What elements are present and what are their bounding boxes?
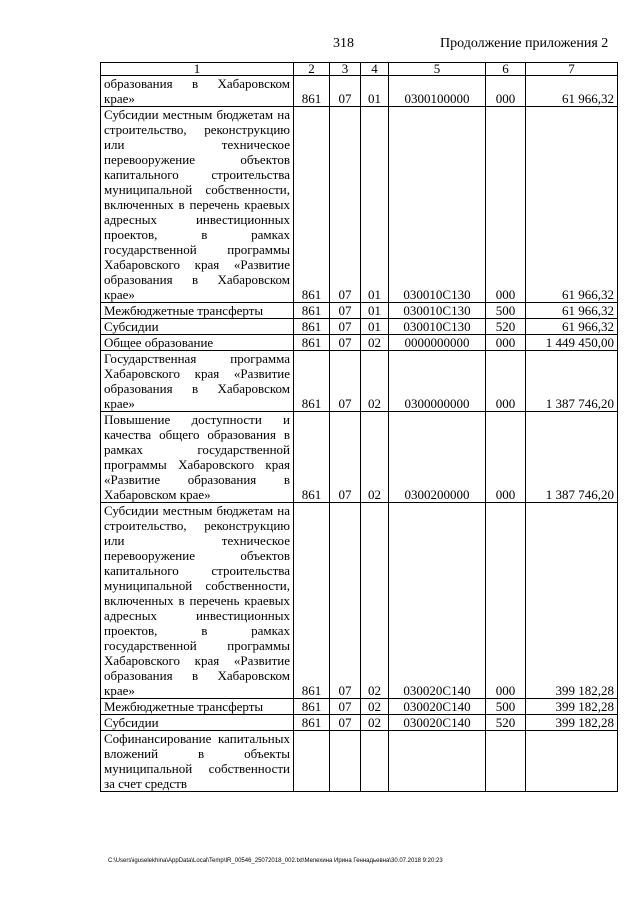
column-header: 6 (486, 63, 526, 76)
cell-subsection: 01 (361, 303, 389, 319)
cell-expense-type: 000 (486, 412, 526, 503)
cell-ministry: 861 (294, 335, 330, 351)
cell-target-item: 030010С130 (389, 303, 486, 319)
column-header: 2 (294, 63, 330, 76)
row-name: Субсидии местным бюджетам на строительство, реконструкцию или техническое перевооружение объектов капитального строительства муниципальной собственности, включенных в перечень краевых адресных инвестиционных проектов, в рамках государственной программы Хабаровского края «Развитие образования в Хабаровском крае» (101, 503, 294, 699)
cell-expense-type: 000 (486, 335, 526, 351)
table-row (101, 107, 618, 303)
row-name: Государственная программа Хабаровского края «Развитие образования в Хабаровском крае» (101, 351, 294, 412)
cell-target-item: 030020С140 (389, 699, 486, 715)
row-name: Повышение доступности и качества общего образования в рамках государственной программы Хабаровского края «Развитие образования в Хабаровском крае» (101, 412, 294, 503)
table-row (101, 303, 618, 319)
cell-subsection: 01 (361, 107, 389, 303)
cell-target-item: 0000000000 (389, 335, 486, 351)
cell-target-item: 0300200000 (389, 412, 486, 503)
cell-amount: 399 182,28 (526, 503, 618, 699)
cell-section: 07 (330, 503, 361, 699)
cell-amount: 1 387 746,20 (526, 412, 618, 503)
cell-amount (526, 731, 618, 792)
column-header: 5 (389, 63, 486, 76)
row-name: Субсидии (101, 319, 294, 335)
cell-section: 07 (330, 107, 361, 303)
table-row (101, 412, 618, 503)
cell-target-item: 030020С140 (389, 503, 486, 699)
cell-expense-type: 000 (486, 351, 526, 412)
row-name: Субсидии местным бюджетам на строительство, реконструкцию или техническое перевооружение объектов капитального строительства муниципальной собственности, включенных в перечень краевых адресных инвестиционных проектов, в рамках государственной программы Хабаровского края «Развитие образования в Хабаровском крае» (101, 107, 294, 303)
row-name: Общее образование (101, 335, 294, 351)
cell-amount: 61 966,32 (526, 303, 618, 319)
cell-expense-type: 520 (486, 715, 526, 731)
cell-subsection: 01 (361, 319, 389, 335)
cell-expense-type: 520 (486, 319, 526, 335)
cell-subsection (361, 731, 389, 792)
cell-amount: 61 966,32 (526, 319, 618, 335)
cell-section: 07 (330, 699, 361, 715)
cell-ministry: 861 (294, 319, 330, 335)
cell-subsection: 02 (361, 412, 389, 503)
cell-section: 07 (330, 76, 361, 107)
row-name: Софинансирование капитальных вложений в объекты муниципальной собственности за счет средств (101, 731, 294, 792)
continuation-title: Продолжение приложения 2 (440, 36, 609, 51)
table-row (101, 335, 618, 351)
cell-amount: 1 387 746,20 (526, 351, 618, 412)
table-row (101, 351, 618, 412)
file-path-footer: C:\Users\iguselekhina\AppData\Local\Temp\IR_00546_25072018_002.txt\Мелехина Ирина Геннадьевна\30.07.2018 9:20:23 (108, 858, 443, 864)
table-row (101, 731, 618, 792)
row-name: Межбюджетные трансферты (101, 303, 294, 319)
table-header-row (101, 63, 618, 76)
row-name: Субсидии (101, 715, 294, 731)
cell-ministry (294, 731, 330, 792)
cell-subsection: 02 (361, 503, 389, 699)
cell-subsection: 02 (361, 351, 389, 412)
budget-table (100, 62, 618, 792)
table-row (101, 76, 618, 107)
cell-expense-type: 000 (486, 107, 526, 303)
cell-section: 07 (330, 351, 361, 412)
cell-section: 07 (330, 412, 361, 503)
page-number: 318 (333, 36, 354, 51)
cell-amount: 399 182,28 (526, 715, 618, 731)
cell-target-item: 030010С130 (389, 319, 486, 335)
column-header: 3 (330, 63, 361, 76)
cell-target-item: 030020С140 (389, 715, 486, 731)
cell-ministry: 861 (294, 351, 330, 412)
table-row (101, 319, 618, 335)
cell-section: 07 (330, 303, 361, 319)
cell-subsection: 01 (361, 76, 389, 107)
cell-subsection: 02 (361, 335, 389, 351)
cell-amount: 399 182,28 (526, 699, 618, 715)
cell-ministry: 861 (294, 699, 330, 715)
cell-amount: 61 966,32 (526, 107, 618, 303)
row-name: Межбюджетные трансферты (101, 699, 294, 715)
cell-ministry: 861 (294, 412, 330, 503)
cell-expense-type: 500 (486, 699, 526, 715)
table-row (101, 503, 618, 699)
cell-section: 07 (330, 319, 361, 335)
cell-section: 07 (330, 715, 361, 731)
cell-section (330, 731, 361, 792)
cell-amount: 1 449 450,00 (526, 335, 618, 351)
table-row (101, 715, 618, 731)
cell-target-item: 0300000000 (389, 351, 486, 412)
column-header: 1 (101, 63, 294, 76)
cell-expense-type (486, 731, 526, 792)
cell-subsection: 02 (361, 699, 389, 715)
row-name: образования в Хабаровском крае» (101, 76, 294, 107)
table-row (101, 699, 618, 715)
cell-ministry: 861 (294, 715, 330, 731)
cell-amount: 61 966,32 (526, 76, 618, 107)
cell-expense-type: 000 (486, 503, 526, 699)
cell-ministry: 861 (294, 107, 330, 303)
cell-target-item: 030010С130 (389, 107, 486, 303)
cell-ministry: 861 (294, 76, 330, 107)
column-header: 4 (361, 63, 389, 76)
cell-expense-type: 500 (486, 303, 526, 319)
column-header: 7 (526, 63, 618, 76)
cell-ministry: 861 (294, 303, 330, 319)
cell-section: 07 (330, 335, 361, 351)
cell-ministry: 861 (294, 503, 330, 699)
cell-target-item (389, 731, 486, 792)
cell-expense-type: 000 (486, 76, 526, 107)
cell-target-item: 0300100000 (389, 76, 486, 107)
cell-subsection: 02 (361, 715, 389, 731)
